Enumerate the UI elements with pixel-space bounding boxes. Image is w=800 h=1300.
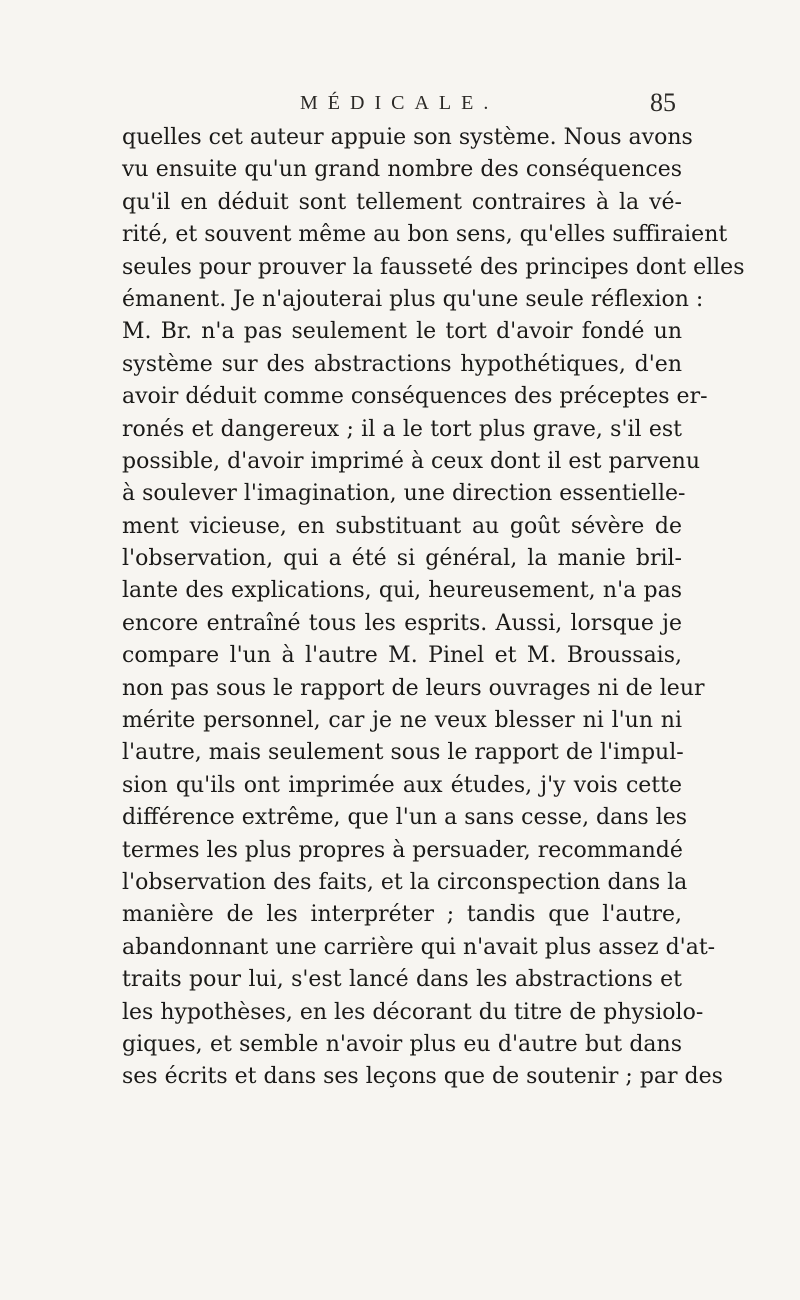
- text-line: l'autre, mais seulement sous le rapport de l'impul-: [122, 740, 684, 766]
- text-line: possible, d'avoir imprimé à ceux dont il est parvenu: [122, 448, 701, 474]
- text-line: traits pour lui, s'est lancé dans les abstractions et: [122, 967, 682, 993]
- running-head: [128, 88, 676, 124]
- text-line: différence extrême, que l'un a sans cesse, dans les: [122, 805, 688, 831]
- text-line: l'observation, qui a été si général, la manie bril-: [122, 546, 682, 572]
- text-line: ses écrits et dans ses leçons que de soutenir ; par des: [122, 1064, 723, 1090]
- text-line: système sur des abstractions hypothétiques, d'en: [122, 351, 682, 377]
- running-head-title: MÉDICALE.: [300, 92, 499, 114]
- text-line: l'observation des faits, et la circonspection dans la: [122, 869, 688, 895]
- body-text: [122, 122, 745, 1094]
- text-line: les hypothèses, en les décorant du titre de physiolo-: [122, 999, 704, 1025]
- text-line: seules pour prouver la fausseté des principes dont elles: [122, 254, 745, 280]
- text-line: giques, et semble n'avoir plus eu d'autre but dans: [122, 1031, 682, 1057]
- text-line: termes les plus propres à persuader, recommandé: [122, 837, 683, 863]
- text-line: mérite personnel, car je ne veux blesser ni l'un ni: [122, 708, 682, 734]
- text-line: vu ensuite qu'un grand nombre des conséquences: [122, 157, 682, 183]
- text-line: ment vicieuse, en substituant au goût sévère de: [122, 513, 682, 539]
- text-line: non pas sous le rapport de leurs ouvrages ni de leur: [122, 675, 705, 701]
- text-line: sion qu'ils ont imprimée aux études, j'y vois cette: [122, 772, 682, 798]
- text-line: à soulever l'imagination, une direction essentielle-: [122, 481, 686, 507]
- text-line: compare l'un à l'autre M. Pinel et M. Broussais,: [122, 643, 682, 669]
- text-line: lante des explications, qui, heureusement, n'a pas: [122, 578, 682, 604]
- text-line: rité, et souvent même au bon sens, qu'elles suffiraient: [122, 222, 728, 248]
- text-line: abandonnant une carrière qui n'avait plus assez d'at-: [122, 934, 716, 960]
- page-number: 85: [650, 88, 676, 117]
- text-line: avoir déduit comme conséquences des préceptes er-: [122, 384, 708, 410]
- text-line: manière de les interpréter ; tandis que l'autre,: [122, 902, 682, 928]
- text-line: émanent. Je n'ajouterai plus qu'une seule réflexion :: [122, 286, 704, 312]
- text-line: qu'il en déduit sont tellement contraires à la vé-: [122, 189, 682, 215]
- text-line: encore entraîné tous les esprits. Aussi, lorsque je: [122, 610, 682, 636]
- text-line: M. Br. n'a pas seulement le tort d'avoir fondé un: [122, 319, 682, 345]
- text-line: ronés et dangereux ; il a le tort plus grave, s'il est: [122, 416, 682, 442]
- text-line: quelles cet auteur appuie son système. Nous avons: [122, 125, 693, 150]
